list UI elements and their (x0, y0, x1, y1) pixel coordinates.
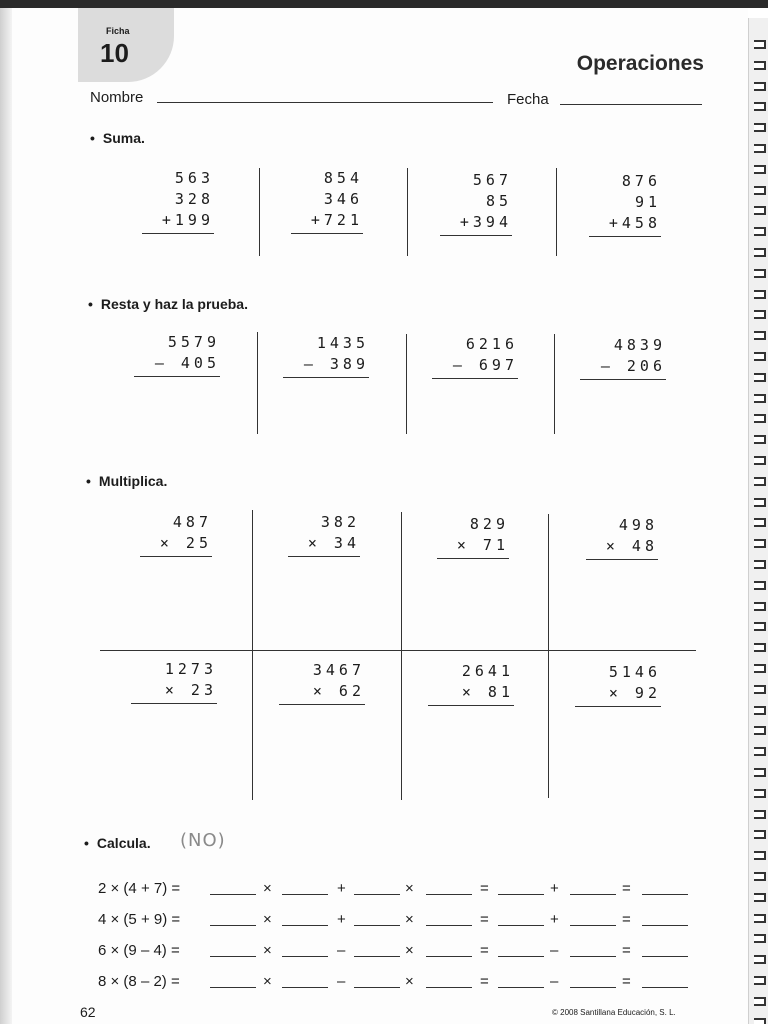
answer-rule (142, 233, 214, 234)
fecha-field[interactable] (560, 104, 702, 105)
multiplica-problem (131, 659, 217, 704)
nombre-label: Nombre (90, 89, 144, 106)
binding-ring (754, 227, 766, 236)
answer-rule (432, 378, 518, 379)
resta-divider (406, 334, 407, 434)
multiplica-problem (437, 514, 509, 559)
binding-ring (754, 581, 766, 590)
operand-line: 346 (323, 190, 363, 208)
answer-rule (586, 559, 658, 560)
binding-ring (754, 893, 766, 902)
page-number: 62 (80, 1004, 96, 1020)
section-resta-label: • Resta y haz la prueba. (88, 296, 248, 312)
page-left-edge (0, 8, 12, 1024)
answer-blank[interactable] (570, 925, 616, 926)
operand-line: +394 (459, 213, 512, 231)
binding-ring (754, 706, 766, 715)
operand-line: – 389 (303, 355, 369, 373)
multiplica-problem (279, 660, 365, 705)
binding-ring (754, 851, 766, 860)
operator-symbol: = (480, 973, 489, 990)
answer-blank[interactable] (282, 987, 328, 988)
resta-divider (257, 332, 258, 434)
operand-line: 328 (174, 190, 214, 208)
operand-line: 6216 (465, 335, 518, 353)
handwritten-annotation: (NO) (180, 830, 226, 851)
operand-line: 567 (472, 171, 512, 189)
binding-ring (754, 997, 766, 1006)
operator-symbol: = (480, 942, 489, 959)
binding-ring (754, 40, 766, 49)
answer-rule (440, 235, 512, 236)
operand-line: 563 (174, 169, 214, 187)
section-calcula-label: • Calcula. (84, 835, 151, 851)
operator-symbol: – (337, 942, 346, 959)
operand-line: 3467 (312, 661, 365, 679)
operator-symbol: = (622, 880, 631, 897)
answer-rule (140, 556, 212, 557)
spiral-binding (748, 18, 768, 1024)
operand-line: × 92 (608, 684, 661, 702)
operand-line: 854 (323, 169, 363, 187)
answer-rule (437, 558, 509, 559)
binding-ring (754, 518, 766, 527)
fecha-label: Fecha (507, 91, 549, 108)
binding-ring (754, 810, 766, 819)
answer-rule (283, 377, 369, 378)
operator-symbol: – (550, 942, 559, 959)
operand-line: × 71 (456, 536, 509, 554)
operand-line: × 23 (164, 681, 217, 699)
operand-line: 1273 (164, 660, 217, 678)
operator-symbol: – (550, 973, 559, 990)
operator-symbol: × (263, 973, 272, 990)
page-title: Operaciones (576, 52, 704, 75)
scan-top-edge (0, 0, 768, 8)
operator-symbol: = (622, 911, 631, 928)
answer-rule (134, 376, 220, 377)
answer-rule (131, 703, 217, 704)
multiplica-problem (575, 662, 661, 707)
answer-rule (279, 704, 365, 705)
operand-line: +199 (161, 211, 214, 229)
binding-ring (754, 165, 766, 174)
operator-symbol: = (622, 942, 631, 959)
operand-line: – 405 (154, 354, 220, 372)
ficha-number: 10 (100, 38, 129, 68)
operand-line: 85 (485, 192, 512, 210)
binding-ring (754, 934, 766, 943)
calcula-row (98, 942, 698, 962)
answer-blank[interactable] (426, 956, 472, 957)
operand-line: × 62 (312, 682, 365, 700)
answer-blank[interactable] (642, 894, 688, 895)
binding-ring (754, 539, 766, 548)
binding-ring (754, 456, 766, 465)
binding-ring (754, 290, 766, 299)
answer-rule (428, 705, 514, 706)
calcula-expression: 8 × (8 – 2) = (98, 973, 180, 990)
binding-ring (754, 82, 766, 91)
binding-ring (754, 435, 766, 444)
copyright-notice: © 2008 Santillana Educación, S. L. (552, 1008, 676, 1017)
operator-symbol: = (480, 880, 489, 897)
binding-ring (754, 768, 766, 777)
operand-line: 2641 (461, 662, 514, 680)
binding-ring (754, 789, 766, 798)
multiplica-problem (428, 661, 514, 706)
answer-blank[interactable] (354, 925, 400, 926)
calcula-row (98, 880, 698, 900)
answer-blank[interactable] (498, 894, 544, 895)
answer-blank[interactable] (210, 925, 256, 926)
operand-line: +721 (310, 211, 363, 229)
suma-divider (556, 168, 557, 256)
operand-line: × 48 (605, 537, 658, 555)
operand-line: – 206 (600, 357, 666, 375)
suma-problem (291, 168, 363, 234)
binding-ring (754, 414, 766, 423)
resta-problem (580, 335, 666, 380)
ficha-label: Ficha (106, 26, 130, 36)
answer-blank[interactable] (570, 894, 616, 895)
operator-symbol: + (337, 911, 346, 928)
operand-line: 4839 (613, 336, 666, 354)
binding-ring (754, 726, 766, 735)
binding-ring (754, 352, 766, 361)
binding-ring (754, 206, 766, 215)
operator-symbol: × (405, 911, 414, 928)
resta-problem (134, 332, 220, 377)
binding-ring (754, 747, 766, 756)
binding-ring (754, 498, 766, 507)
binding-ring (754, 914, 766, 923)
binding-ring (754, 830, 766, 839)
operator-symbol: × (405, 973, 414, 990)
binding-ring (754, 955, 766, 964)
binding-ring (754, 144, 766, 153)
operator-symbol: – (337, 973, 346, 990)
suma-problem (440, 170, 512, 236)
binding-ring (754, 477, 766, 486)
resta-divider (554, 334, 555, 434)
operand-line: 498 (618, 516, 658, 534)
section-suma-label: • Suma. (90, 130, 145, 146)
operator-symbol: × (405, 942, 414, 959)
operand-line: 1435 (316, 334, 369, 352)
answer-rule (288, 556, 360, 557)
operand-line: × 81 (461, 683, 514, 701)
operand-line: – 697 (452, 356, 518, 374)
binding-ring (754, 872, 766, 881)
operand-line: 91 (634, 193, 661, 211)
suma-problem (142, 168, 214, 234)
binding-ring (754, 123, 766, 132)
answer-rule (291, 233, 363, 234)
binding-ring (754, 394, 766, 403)
suma-divider (259, 168, 260, 256)
answer-rule (589, 236, 661, 237)
answer-blank[interactable] (426, 894, 472, 895)
binding-ring (754, 622, 766, 631)
operator-symbol: × (263, 880, 272, 897)
operand-line: × 34 (307, 534, 360, 552)
answer-blank[interactable] (354, 987, 400, 988)
multiplica-divider (548, 514, 549, 798)
answer-blank[interactable] (210, 987, 256, 988)
operand-line: +458 (608, 214, 661, 232)
operator-symbol: × (405, 880, 414, 897)
binding-ring (754, 331, 766, 340)
answer-blank[interactable] (570, 987, 616, 988)
resta-problem (432, 334, 518, 379)
multiplica-row-divider (100, 650, 696, 651)
operator-symbol: + (337, 880, 346, 897)
operand-line: 5579 (167, 333, 220, 351)
answer-rule (575, 706, 661, 707)
operand-line: 829 (469, 515, 509, 533)
answer-blank[interactable] (354, 894, 400, 895)
multiplica-problem (288, 512, 360, 557)
answer-blank[interactable] (210, 956, 256, 957)
binding-ring (754, 373, 766, 382)
operator-symbol: = (480, 911, 489, 928)
binding-ring (754, 102, 766, 111)
answer-blank[interactable] (498, 987, 544, 988)
answer-blank[interactable] (426, 987, 472, 988)
operand-line: 876 (621, 172, 661, 190)
binding-ring (754, 186, 766, 195)
answer-blank[interactable] (282, 894, 328, 895)
answer-blank[interactable] (498, 956, 544, 957)
answer-blank[interactable] (210, 894, 256, 895)
binding-ring (754, 1018, 766, 1024)
multiplica-problem (586, 515, 658, 560)
operand-line: 487 (172, 513, 212, 531)
binding-ring (754, 976, 766, 985)
operator-symbol: + (550, 911, 559, 928)
calcula-expression: 2 × (4 + 7) = (98, 880, 181, 897)
answer-blank[interactable] (570, 956, 616, 957)
answer-blank[interactable] (498, 925, 544, 926)
multiplica-divider (401, 512, 402, 800)
binding-ring (754, 643, 766, 652)
operand-line: 382 (320, 513, 360, 531)
operator-symbol: = (622, 973, 631, 990)
operand-line: 5146 (608, 663, 661, 681)
suma-problem (589, 171, 661, 237)
calcula-row (98, 911, 698, 931)
binding-ring (754, 560, 766, 569)
binding-ring (754, 248, 766, 257)
resta-problem (283, 333, 369, 378)
binding-ring (754, 664, 766, 673)
answer-blank[interactable] (642, 987, 688, 988)
binding-ring (754, 602, 766, 611)
calcula-expression: 4 × (5 + 9) = (98, 911, 181, 928)
suma-divider (407, 168, 408, 256)
binding-ring (754, 310, 766, 319)
answer-rule (580, 379, 666, 380)
multiplica-problem (140, 512, 212, 557)
answer-blank[interactable] (282, 925, 328, 926)
binding-ring (754, 61, 766, 70)
calcula-row (98, 973, 698, 993)
calcula-expression: 6 × (9 – 4) = (98, 942, 180, 959)
operator-symbol: × (263, 911, 272, 928)
operator-symbol: × (263, 942, 272, 959)
answer-blank[interactable] (642, 925, 688, 926)
nombre-field[interactable] (157, 102, 493, 103)
answer-blank[interactable] (642, 956, 688, 957)
multiplica-divider (252, 510, 253, 800)
operand-line: × 25 (159, 534, 212, 552)
answer-blank[interactable] (354, 956, 400, 957)
section-multiplica-label: • Multiplica. (86, 473, 168, 489)
binding-ring (754, 685, 766, 694)
answer-blank[interactable] (426, 925, 472, 926)
operator-symbol: + (550, 880, 559, 897)
answer-blank[interactable] (282, 956, 328, 957)
binding-ring (754, 269, 766, 278)
